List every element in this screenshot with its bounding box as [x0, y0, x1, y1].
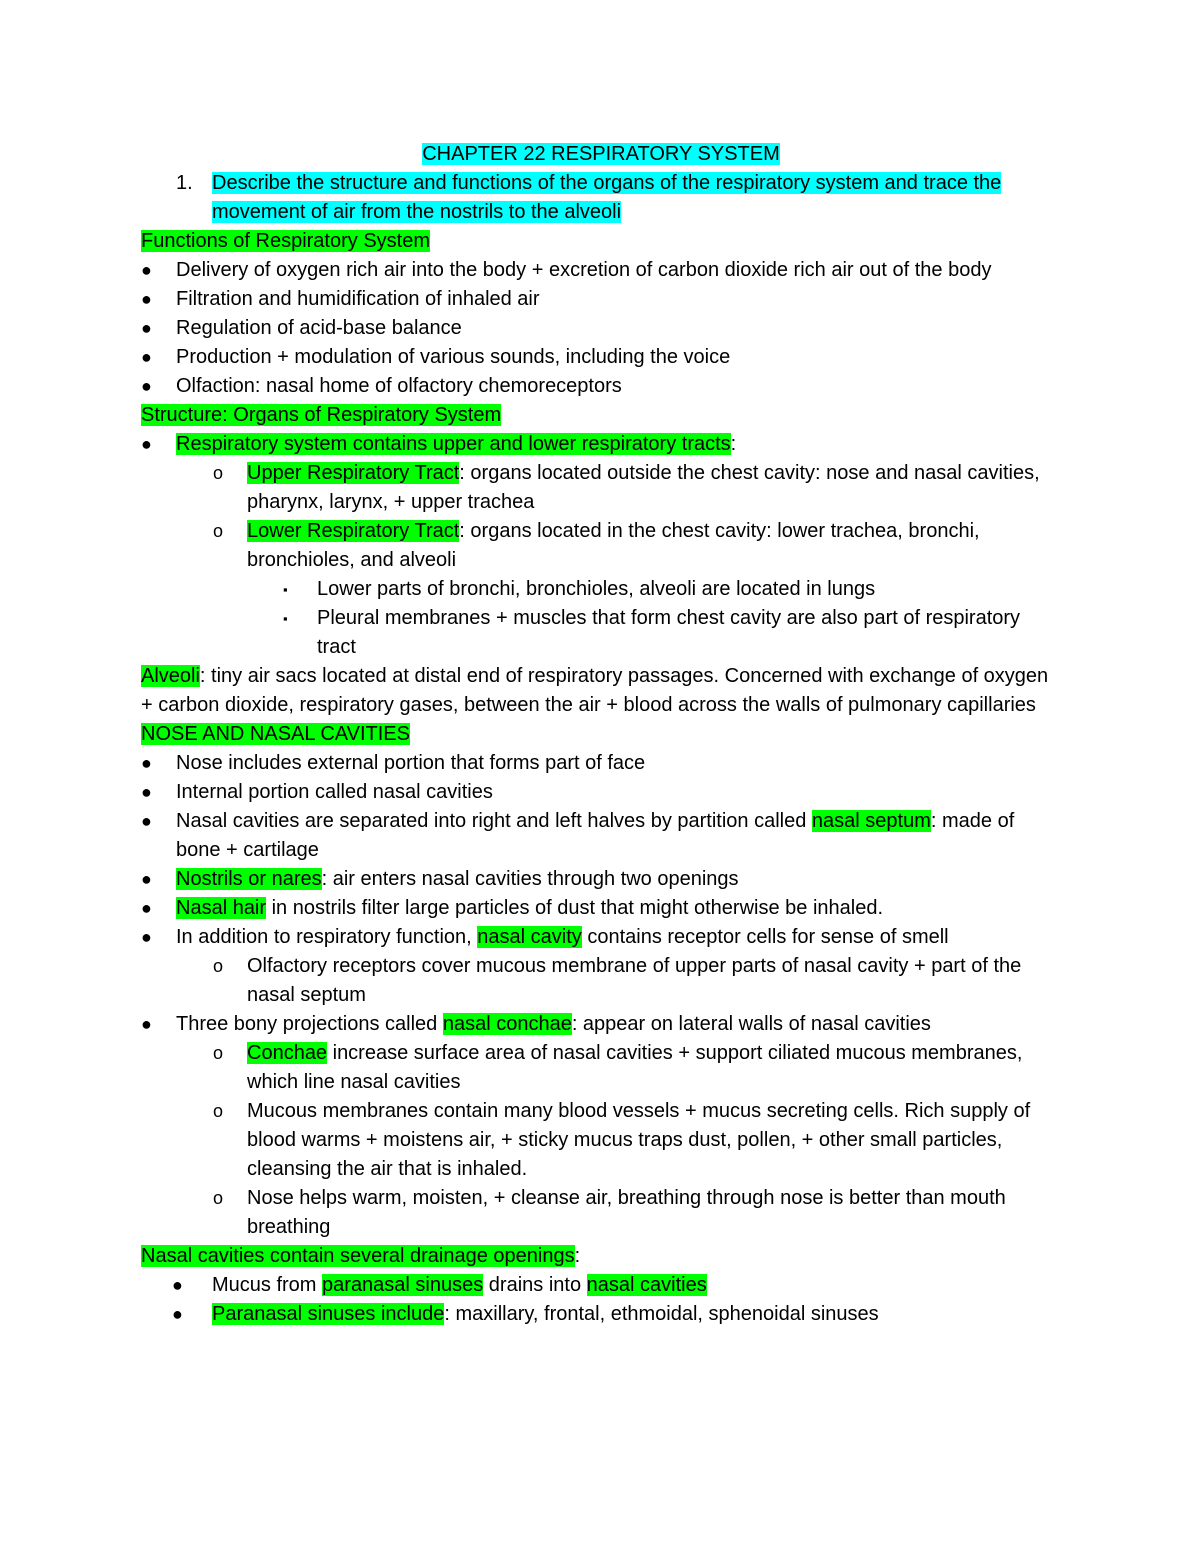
nose-text: Nose includes external portion that forms part of face: [176, 752, 646, 774]
list-item: [141, 894, 1061, 923]
upper-tract-text: : organs located outside the chest cavity: nose and nasal cavities, pharynx, larynx, + upper trachea: [247, 462, 1040, 513]
list-item: [141, 865, 1061, 894]
nose-text: Nose helps warm, moisten, + cleanse air, breathing through nose is better than mouth breathing: [247, 1187, 1006, 1238]
list-item: [141, 778, 1061, 807]
nose-text: : air enters nasal cavities through two openings: [321, 868, 739, 890]
bullet-marker: ●: [141, 898, 152, 918]
upper-tract-term: Upper Respiratory Tract: [247, 462, 460, 484]
list-item: [141, 807, 1061, 865]
lower-tract-detail: Lower parts of bronchi, bronchioles, alveoli are located in lungs: [317, 578, 876, 600]
list-item: [141, 1039, 1061, 1097]
function-text: Production + modulation of various sounds, including the voice: [176, 346, 731, 368]
page-title: [141, 140, 1061, 169]
functions-heading-text: Functions of Respiratory System: [141, 230, 430, 252]
bullet-marker: ●: [141, 260, 152, 280]
nostrils-term: Nostrils or nares: [176, 868, 322, 890]
drainage-heading-text: Nasal cavities contain several drainage openings: [141, 1245, 575, 1267]
list-item: [141, 343, 1061, 372]
objective-number: 1.: [176, 172, 193, 194]
nasal-hair-term: Nasal hair: [176, 897, 267, 919]
structure-heading-text: Structure: Organs of Respiratory System: [141, 404, 502, 426]
lower-tract-detail: Pleural membranes + muscles that form chest cavity are also part of respiratory tract: [317, 607, 1021, 658]
circle-marker: o: [213, 956, 224, 976]
nose-text: Three bony projections called: [176, 1013, 443, 1035]
drainage-text: drains into: [483, 1274, 587, 1296]
square-marker: ▪: [283, 582, 288, 597]
function-text: Olfaction: nasal home of olfactory chemoreceptors: [176, 375, 622, 397]
nose-text: Olfactory receptors cover mucous membrane of upper parts of nasal cavity + part of the nasal septum: [247, 955, 1022, 1006]
nose-text: In addition to respiratory function,: [176, 926, 478, 948]
list-item: [141, 604, 1061, 662]
alveoli-text: : tiny air sacs located at distal end of respiratory passages. Concerned with exchange of oxygen + carbon dioxide, respiratory gases, between the air + blood across the walls of pulmonary capillaries: [141, 665, 1049, 716]
circle-marker: o: [213, 1101, 224, 1121]
nose-text: Nasal cavities are separated into right and left halves by partition called: [176, 810, 812, 832]
nasal-cavity-term: nasal cavity: [477, 926, 582, 948]
nose-text: in nostrils filter large particles of dust that might otherwise be inhaled.: [266, 897, 884, 919]
drainage-text: Mucus from: [212, 1274, 323, 1296]
bullet-marker: ●: [172, 1275, 183, 1295]
structure-heading: [141, 401, 1061, 430]
drainage-text: : maxillary, frontal, ethmoidal, sphenoidal sinuses: [444, 1303, 879, 1325]
bullet-marker: ●: [141, 434, 152, 454]
alveoli-term: Alveoli: [141, 665, 200, 687]
bullet-marker: ●: [141, 811, 152, 831]
nose-text: Internal portion called nasal cavities: [176, 781, 493, 803]
bullet-marker: ●: [141, 376, 152, 396]
nasal-septum-term: nasal septum: [811, 810, 931, 832]
list-item: [141, 1184, 1061, 1242]
circle-marker: o: [213, 1043, 224, 1063]
structure-item-highlight: Respiratory system contains upper and lower respiratory tracts: [176, 433, 731, 455]
function-text: Filtration and humidification of inhaled air: [176, 288, 540, 310]
list-item: [141, 1097, 1061, 1184]
circle-marker: o: [213, 463, 224, 483]
list-item: [141, 575, 1061, 604]
list-item: [141, 314, 1061, 343]
nasal-cavities-term: nasal cavities: [586, 1274, 707, 1296]
bullet-marker: ●: [141, 347, 152, 367]
circle-marker: o: [213, 521, 224, 541]
lower-tract-term: Lower Respiratory Tract: [247, 520, 460, 542]
objective-text: Describe the structure and functions of the organs of the respiratory system and trace the movement of air from the nostrils to the alveoli: [212, 172, 1002, 223]
list-item: [141, 517, 1061, 575]
bullet-marker: ●: [141, 318, 152, 338]
list-item: [141, 1300, 1061, 1329]
nose-heading-text: NOSE AND NASAL CAVITIES: [141, 723, 410, 745]
bullet-marker: ●: [172, 1304, 183, 1324]
list-item: [141, 1271, 1061, 1300]
list-item: [141, 285, 1061, 314]
bullet-marker: ●: [141, 869, 152, 889]
bullet-marker: ●: [141, 782, 152, 802]
bullet-marker: ●: [141, 289, 152, 309]
sinuses-include-term: Paranasal sinuses include: [212, 1303, 445, 1325]
title-highlight: CHAPTER 22 RESPIRATORY SYSTEM: [422, 143, 780, 165]
bullet-marker: ●: [141, 753, 152, 773]
drainage-heading: [141, 1242, 1061, 1271]
nose-text: increase surface area of nasal cavities + support ciliated mucous membranes, which line nasal cavities: [247, 1042, 1023, 1093]
lower-tract-text: : organs located in the chest cavity: lower trachea, bronchi, bronchioles, and alveoli: [247, 520, 980, 571]
drainage-heading-rest: :: [574, 1245, 581, 1267]
bullet-marker: ●: [141, 1014, 152, 1034]
list-item: [141, 372, 1061, 401]
nose-text: contains receptor cells for sense of smell: [581, 926, 949, 948]
function-text: Delivery of oxygen rich air into the body + excretion of carbon dioxide rich air out of the body: [176, 259, 992, 281]
bullet-marker: ●: [141, 927, 152, 947]
functions-heading: [141, 227, 1061, 256]
objective-item: [141, 169, 1061, 227]
function-text: Regulation of acid-base balance: [176, 317, 462, 339]
square-marker: ▪: [283, 611, 288, 626]
list-item: [141, 952, 1061, 1010]
nose-text: : appear on lateral walls of nasal cavities: [571, 1013, 931, 1035]
nose-text: Mucous membranes contain many blood vessels + mucus secreting cells. Rich supply of blood warms + moistens air, + sticky mucus traps dust, pollen, + other small particles, cleansing the air that is inhaled.: [247, 1100, 1031, 1180]
circle-marker: o: [213, 1188, 224, 1208]
list-item: [141, 923, 1061, 952]
structure-item-rest: :: [730, 433, 737, 455]
conchae-term: Conchae: [247, 1042, 328, 1064]
list-item: [141, 1010, 1061, 1039]
alveoli-paragraph: [141, 662, 1061, 720]
list-item: [141, 749, 1061, 778]
document-content: [141, 140, 1061, 1329]
paranasal-sinuses-term: paranasal sinuses: [322, 1274, 484, 1296]
nasal-conchae-term: nasal conchae: [442, 1013, 572, 1035]
list-item: [141, 459, 1061, 517]
nose-text: : made of bone + cartilage: [176, 810, 1015, 861]
nose-heading: [141, 720, 1061, 749]
list-item: [141, 430, 1061, 459]
list-item: [141, 256, 1061, 285]
